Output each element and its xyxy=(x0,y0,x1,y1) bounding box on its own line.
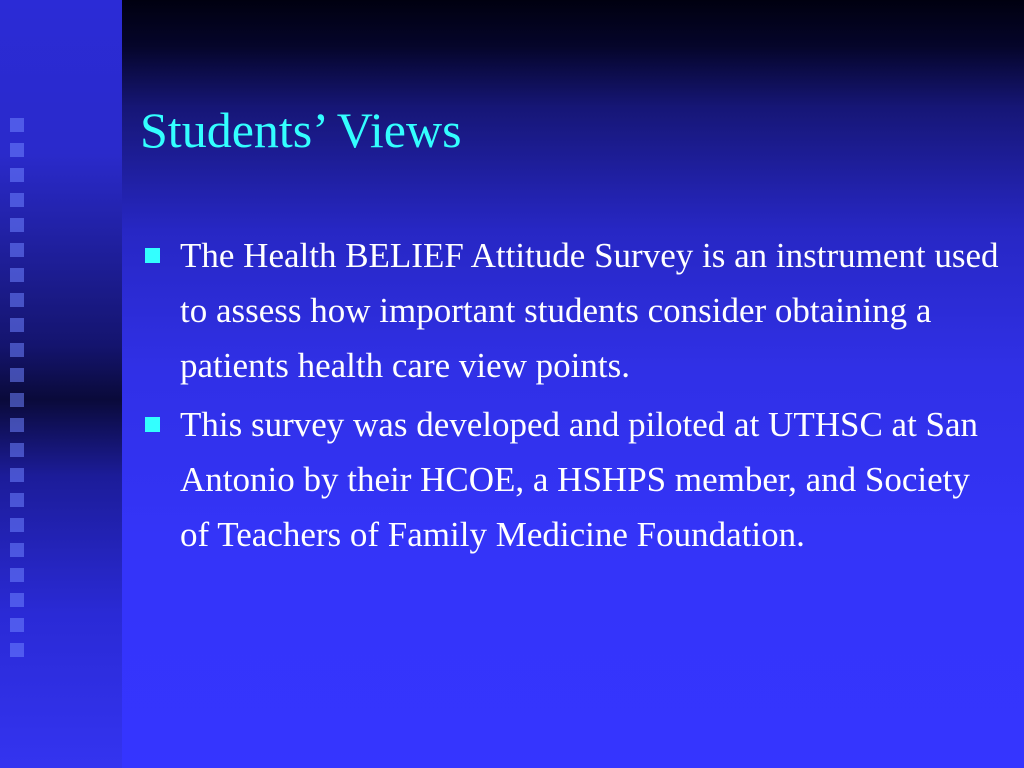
bullet-item xyxy=(140,228,1000,393)
decorative-square xyxy=(10,443,24,457)
decorative-square xyxy=(10,618,24,632)
bullet-text: This survey was developed and piloted at UTHSC at San Antonio by their HCOE, a HSHPS member, and Society of Teachers of Family Medicine Foundation. xyxy=(180,405,979,554)
decorative-square xyxy=(10,343,24,357)
left-decorative-band xyxy=(0,0,122,768)
decorative-square xyxy=(10,243,24,257)
decorative-square-column xyxy=(6,118,30,658)
decorative-square xyxy=(10,318,24,332)
square-bullet-icon xyxy=(145,248,160,263)
decorative-square xyxy=(10,268,24,282)
square-bullet-icon xyxy=(145,417,160,432)
bullet-list xyxy=(140,228,1000,566)
decorative-square xyxy=(10,643,24,657)
decorative-square xyxy=(10,143,24,157)
decorative-square xyxy=(10,468,24,482)
decorative-square xyxy=(10,368,24,382)
bullet-text: The Health BELIEF Attitude Survey is an instrument used to assess how important students consider obtaining a patients health care view points. xyxy=(180,236,999,385)
decorative-square xyxy=(10,418,24,432)
decorative-square xyxy=(10,568,24,582)
decorative-square xyxy=(10,393,24,407)
decorative-square xyxy=(10,218,24,232)
bullet-item xyxy=(140,397,1000,562)
decorative-square xyxy=(10,593,24,607)
decorative-square xyxy=(10,168,24,182)
decorative-square xyxy=(10,193,24,207)
decorative-square xyxy=(10,543,24,557)
decorative-square xyxy=(10,493,24,507)
decorative-square xyxy=(10,118,24,132)
decorative-square xyxy=(10,293,24,307)
decorative-square xyxy=(10,518,24,532)
slide-title: Students’ Views xyxy=(140,102,462,158)
